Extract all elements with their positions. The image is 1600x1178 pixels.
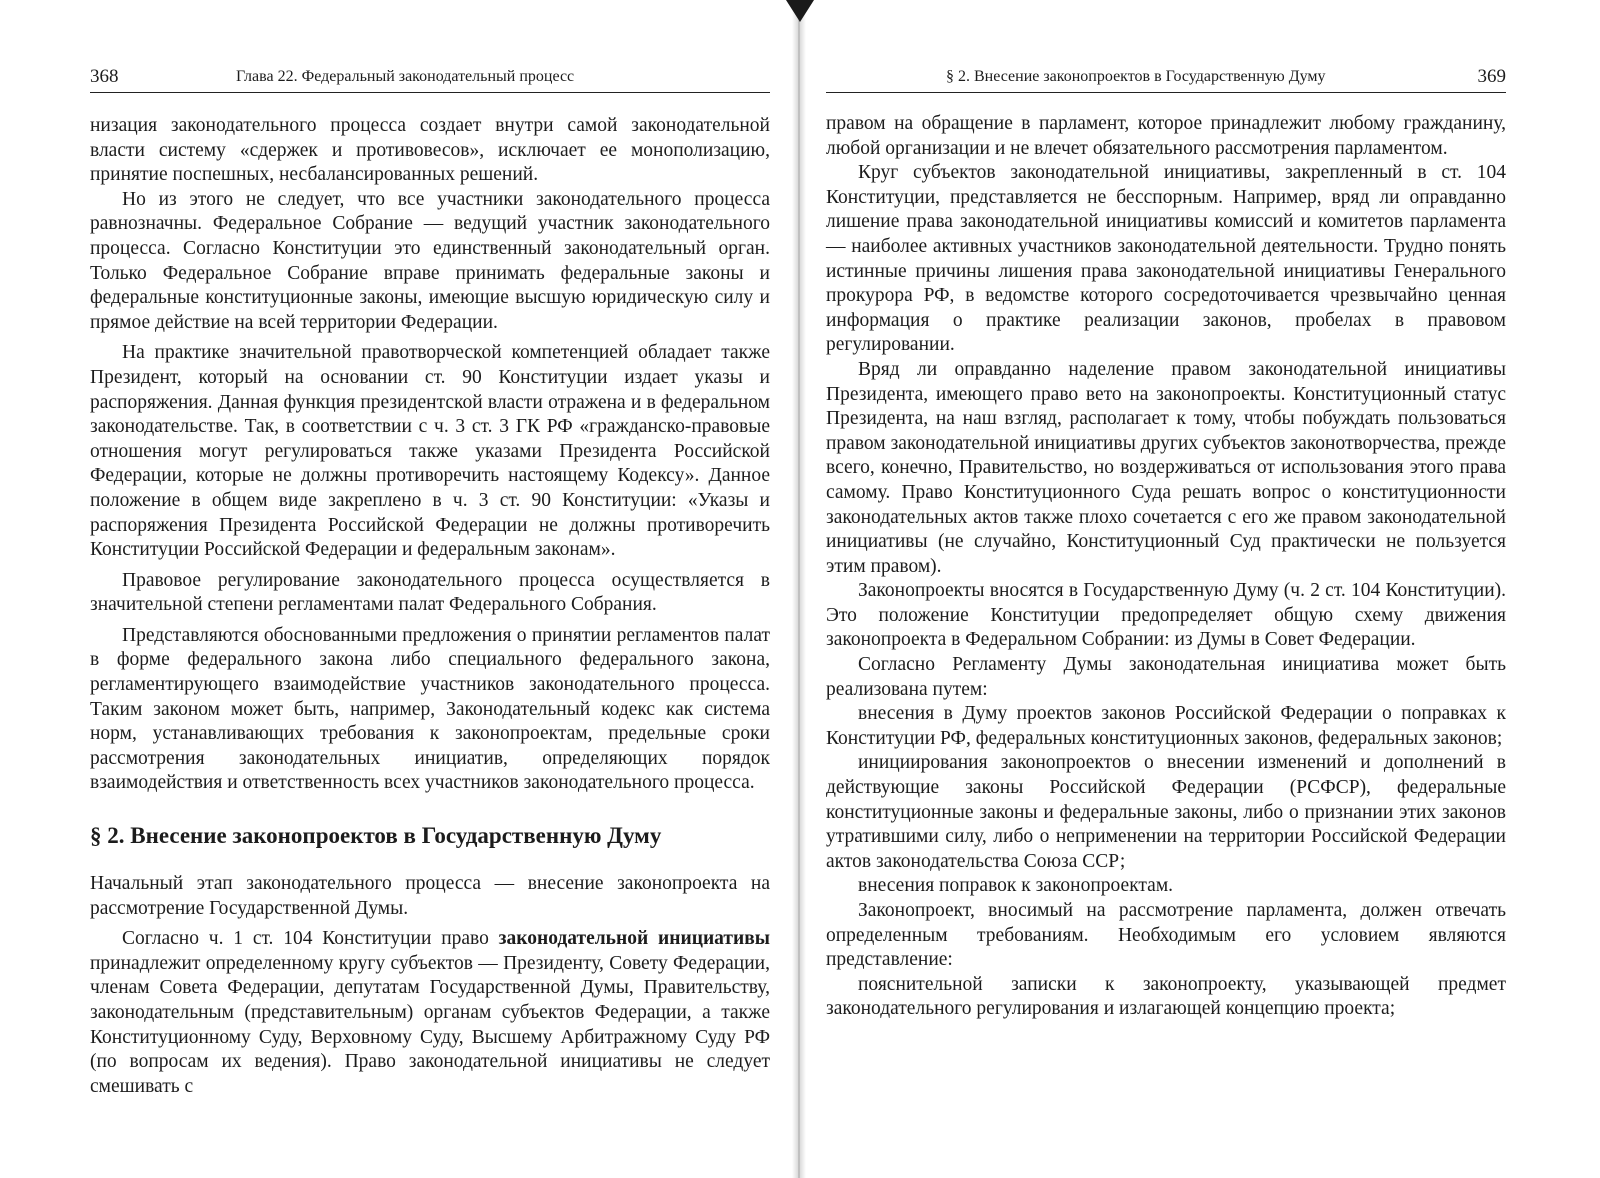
right-page-body [826,112,1506,1022]
paragraph: Представляются обоснованными предложения о принятии регламентов палат в форме федерального закона либо специального федерального закона, регламентирующего взаимодействие участников законодательного процесса. Таким законом может быть, например, Законодательный кодекс как система норм, устанавливающих требования к законопроектам, предельные сроки рассмотрения законодательных инициатив, определяющих порядок взаимодействия и ответственность всех участников законодательного процесса. [90,624,770,794]
running-header: Глава 22. Федеральный законодательный процесс [236,68,575,85]
left-page-header [90,64,770,93]
paragraph: пояснительной записки к законопроекту, указывающей предмет законодательного регулирования и излагающей концепцию проекта; [826,973,1506,1020]
paragraph: Начальный этап законодательного процесса — внесение законопроекта на рассмотрение Государственной Думы. [90,873,770,919]
paragraph-text: Согласно ч. 1 ст. 104 Конституции право [122,928,499,950]
paragraph: инициирования законопроектов о внесении изменений и дополнений в действующие законы Российской Федерации (РСФСР), федеральные конституционные законы и федеральные законы, либо о признании этих законов утратившими силу, либо о неприменении на территории Российской Федерации актов законодательства Союза ССР; [826,752,1506,872]
paragraph: На практике значительной правотворческой компетенцией обладает также Президент, который на основании ст. 90 Конституции издает указы и распоряжения. Данная функция президентской власти отражена и в федеральном законодательстве. Так, в соответствии с ч. 3 ст. 3 ГК РФ «гражданско-правовые отношения могут регулироваться также указами Президента Российской Федерации, которые не должны противоречить настоящему Кодексу». Данное положение в общем виде закреплено в ч. 3 ст. 90 Конституции: «Указы и распоряжения Президента Российской Федерации не должны противоречить Конституции Российской Федерации и федеральным законам». [90,342,770,561]
book-gutter [792,0,806,1178]
page-number: 368 [90,66,119,87]
paragraph: Законопроекты вносятся в Государственную Думу (ч. 2 ст. 104 Конституции). Это положение Конституции предопределяет общую схему движения законопроекта в Федеральном Собрании: из Думы в Совет Федерации. [826,580,1506,651]
running-header: § 2. Внесение законопроектов в Государственную Думу [946,68,1326,85]
paragraph: Согласно Регламенту Думы законодательная инициатива может быть реализована путем: [826,654,1506,700]
paragraph: правом на обращение в парламент, которое принадлежит любому гражданину, любой организации и не влечет обязательного рассмотрения парламентом. [826,113,1506,159]
left-page [90,0,770,1178]
spine-shadow [786,0,814,22]
paragraph: Законопроект, вносимый на рассмотрение парламента, должен отвечать определенным требованиям. Необходимым его условием являются представление: [826,900,1506,971]
paragraph: Вряд ли оправданно наделение правом законодательной инициативы Президента, имеющего право вето на законопроекты. Конституционный статус Президента, на наш взгляд, располагает к тому, чтобы побуждать пользоваться правом законодательной инициативы других субъектов законотворчества, прежде всего, конечно, Правительство, но воздерживаться от использования этого права самому. Право Конституционного Суда решать вопрос о конституционности законодательных актов также плохо сочетается с его же правом законодательной инициативы (не случайно, Конституционный Суд практически не пользуется этим правом). [826,358,1506,577]
right-page [826,0,1506,1178]
paragraph-text: принадлежит определенному кругу субъектов — Президенту, Совету Федерации, членам Совета Федерации, депутатам Государственной Думы, Правительству, законодательным (представительным) органам субъектов Федерации, а также Конституционному Суду, Верховному Суду, Высшему Арбитражному Суду РФ (по вопросам их ведения). Право законодательной инициативы не следует смешивать с [90,952,770,1097]
page-number: 369 [1477,66,1506,87]
paragraph: Круг субъектов законодательной инициативы, закрепленный в ст. 104 Конституции, представляется не бесспорным. Например, вряд ли оправданно лишение права законодательной инициативы комиссий и комитетов парламента — наиболее активных участников законодательной деятельности. Трудно понять истинные причины лишения права законодательной инициативы Генерального прокурора РФ, в ведомстве которого сосредоточивается чрезвычайно ценная информация о практике реализации законов, пробелах в правовом регулировании. [826,162,1506,356]
paragraph-with-term [90,927,770,1099]
paragraph: Но из этого не следует, что все участники законодательного процесса равнозначны. Федеральное Собрание — ведущий участник законодательного процесса. Согласно Конституции это единственный законодательный орган. Только Федеральное Собрание вправе принимать федеральные законы и федеральные конституционные законы, имеющие высшую юридическую силу и прямое действие на всей территории Федерации. [90,188,770,333]
paragraph: внесения в Думу проектов законов Российской Федерации о поправках к Конституции РФ, федеральных конституционных законов, федеральных законов; [826,703,1506,749]
paragraph: внесения поправок к законопроектам. [858,875,1174,897]
bold-term: законодательной инициативы [498,928,770,950]
paragraph: низация законодательного процесса создает внутри самой законодательной власти систему «сдержек и противовесов», исключает ее монополизацию, принятие поспешных, несбалансированных решений. [90,115,770,186]
left-page-body [90,114,770,1099]
paragraph: Правовое регулирование законодательного процесса осуществляется в значительной степени регламентами палат Федерального Собрания. [90,569,770,616]
right-page-header [826,64,1506,93]
section-heading: § 2. Внесение законопроектов в Государственную Думу [90,823,662,849]
